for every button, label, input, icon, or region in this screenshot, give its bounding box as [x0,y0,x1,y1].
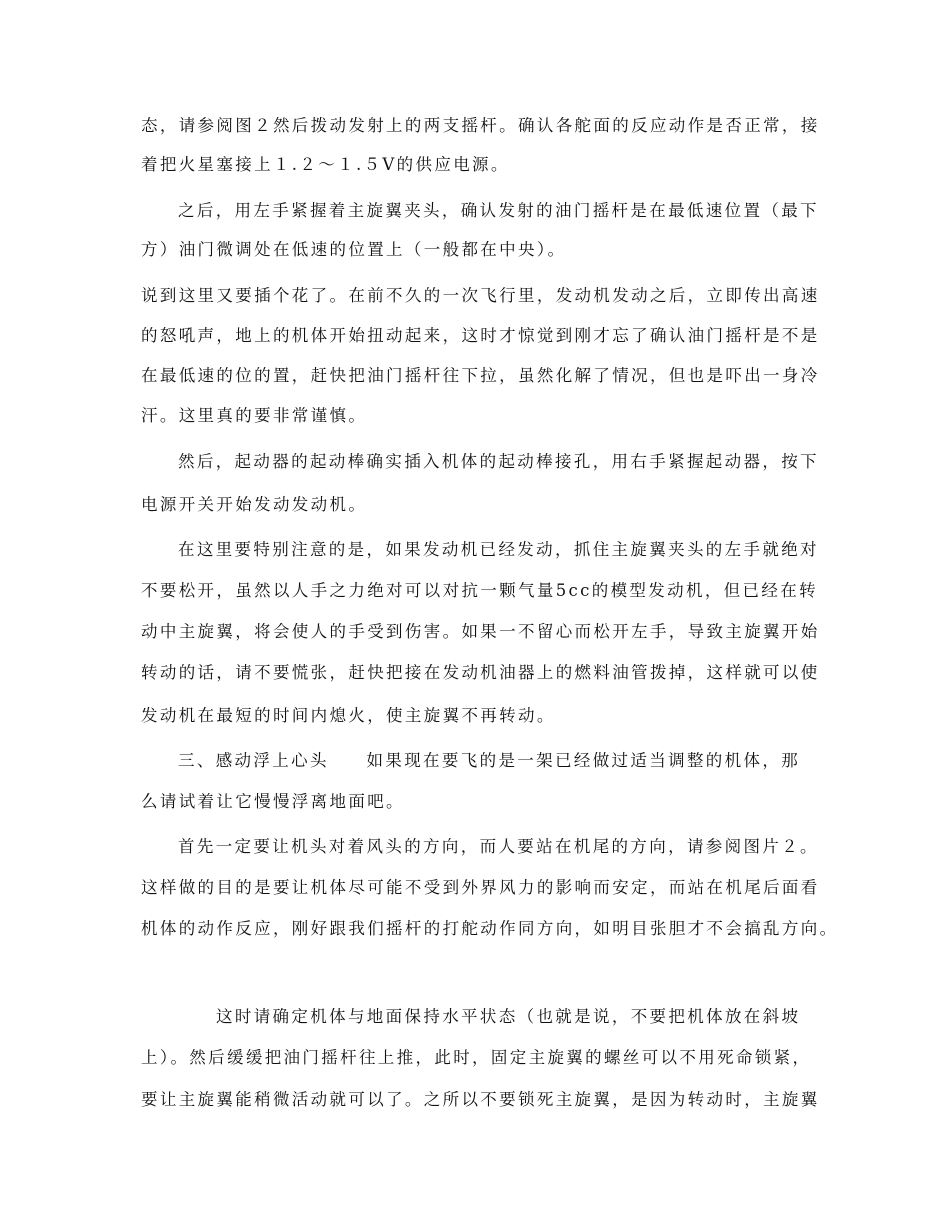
text-line: 说到这里又要插个花了。在前不久的一次飞行里，发动机发动之后，立即传出高速 [141,286,820,305]
text-line: 在这里要特别注意的是，如果发动机已经发动，抓住主旋翼夹头的左手就绝对 [178,540,819,559]
text-line: 机体的动作反应，刚好跟我们摇杆的打舵动作同方向，如明目张胆才不会搞乱方向。 [141,919,839,938]
text-line: 么请试着让它慢慢浮离地面吧。 [141,792,405,811]
text-line: 动中主旋翼，将会使人的手受到伤害。如果一不留心而松开左手，导致主旋翼开始 [141,622,820,641]
text-line: 方）油门微调处在低速的位置上（一般都在中央）。 [141,240,567,259]
text-line: 这时请确定机体与地面保持水平状态（也就是说，不要把机体放在斜坡 [216,1007,801,1026]
text-line: 着把火星塞接上１.２～１.５V的供应电源。 [141,155,510,174]
text-line: 三、感动浮上心头 如果现在要飞的是一架已经做过适当调整的机体，那 [178,751,801,770]
text-line: 不要松开，虽然以人手之力绝对可以对抗一颗气量5cc的模型发动机，但已经在转 [141,581,818,600]
text-line: 汗。这里真的要非常谨慎。 [141,406,368,425]
text-line: 这样做的目的是要让机体尽可能不受到外界风力的影响而安定，而站在机尾后面看 [141,878,820,897]
text-line: 转动的话，请不要慌张，赶快把接在发动机油器上的燃料油管拨掉，这样就可以使 [141,663,820,682]
text-line: 发动机在最短的时间内熄火，使主旋翼不再转动。 [141,706,556,725]
text-line: 态，请参阅图２然后拨动发射上的两支摇杆。确认各舵面的反应动作是否正常，接 [141,116,820,135]
text-line: 上）。然后缓缓把油门摇杆往上推，此时，固定主旋翼的螺丝可以不用死命锁紧， [141,1048,812,1067]
text-line: 要让主旋翼能稍微活动就可以了。之所以不要锁死主旋翼，是因为转动时，主旋翼 [141,1090,820,1109]
text-line: 在最低速的位的置，赶快把油门摇杆往下拉，虽然化解了情况，但也是吓出一身冷 [141,366,820,385]
text-line: 首先一定要让机头对着风头的方向，而人要站在机尾的方向，请参阅图片２。 [178,837,819,856]
text-line: 电源开关开始发动发动机。 [141,495,368,514]
text-line: 的怒吼声，地上的机体开始扭动起来，这时才惊觉到刚才忘了确认油门摇杆是不是 [141,326,820,345]
text-line: 然后，起动器的起动棒确实插入机体的起动棒接孔，用右手紧握起动器，按下 [178,452,819,471]
text-line: 之后，用左手紧握着主旋翼夹头，确认发射的油门摇杆是在最低速位置（最下 [178,201,819,220]
